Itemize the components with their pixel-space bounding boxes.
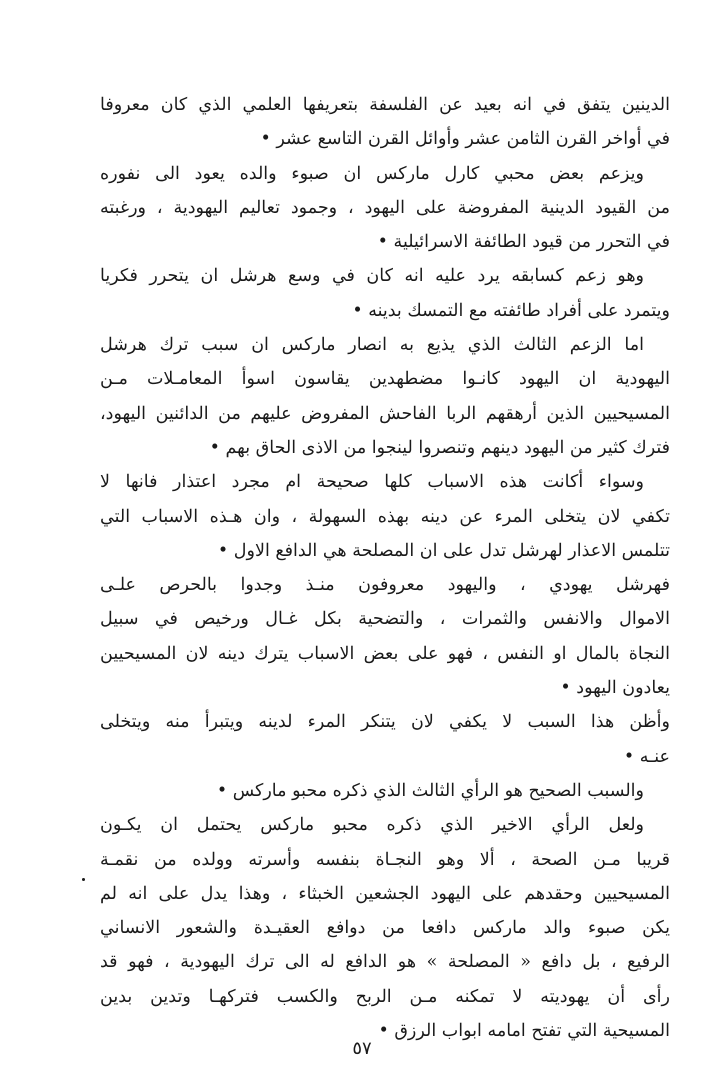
text-line: في أواخر القرن الثامن عشر وأوائل القرن التاسع عشر • xyxy=(260,129,670,150)
text-line: تتلمس الاعذار لهرشل تدل على ان المصلحة هي الدافع الاول • xyxy=(217,540,670,561)
text-line: تكفي لان يتخلى المرء عن دينه بهذه السهولة ، وان هـذه الاسباب التي xyxy=(100,506,670,527)
text-line: عنـه • xyxy=(623,746,670,767)
text-line: رأى أن يهوديته لا تمكنه مـن الربح والكسب فتركهـا وتدين بدين xyxy=(100,986,670,1007)
text-line: الاموال والانفس والثمرات ، والتضحية بكل غـال ورخيص في سبيل xyxy=(100,609,670,630)
text-line: في التحرر من قيود الطائفة الاسرائيلية • xyxy=(377,232,670,253)
page-number: ٥٧ xyxy=(352,1038,372,1059)
body-text xyxy=(100,88,670,1048)
text-line: اما الزعم الثالث الذي يذيع به انصار ماركس ان سبب ترك هرشل xyxy=(100,335,644,356)
text-line: فترك كثير من اليهود دينهم وتنصروا لينجوا من الاذى الحاق بهم • xyxy=(209,437,670,458)
text-line: المسيحيين وحقدهم على اليهود الجشعين الخبثاء ، وهذا يدل على انه لم xyxy=(100,883,670,904)
text-line: فهرشل يهودي ، واليهود معروفون منـذ وجدوا بالحرص علـى xyxy=(100,575,670,596)
text-line: وأظن هذا السبب لا يكفي لان يتنكر المرء لدينه ويتبرأ منه ويتخلى xyxy=(100,712,670,733)
text-line: وسواء أكانت هذه الاسباب كلها صحيحة ام مجرد اعتذار فانها لا xyxy=(100,472,644,493)
text-line: النجاة بالمال او النفس ، فهو على بعض الاسباب يترك دينه لان المسيحيين xyxy=(100,643,670,664)
text-line: ويتمرد على أفراد طائفته مع التمسك بدينه • xyxy=(352,300,670,321)
text-line: قريبا مـن الصحة ، ألا وهو النجـاة بنفسه وأسرته وولده من نقمـة xyxy=(100,849,670,870)
text-line: المسيحيين الذين أرهقهم الربا الفاحش المفروض عليهم من الدائنين اليهود، xyxy=(100,403,670,424)
text-line: ويزعم بعض محبي كارل ماركس ان صبوء والده يعود الى نفوره xyxy=(100,163,644,184)
ink-dot xyxy=(82,878,85,881)
text-line: ولعل الرأي الاخير الذي ذكره محبو ماركس يحتمل ان يكـون xyxy=(100,815,644,836)
text-line: الرفيع ، بل دافع « المصلحة » هو الدافع له الى ترك اليهودية ، فهو قد xyxy=(100,952,670,973)
text-line: المسيحية التي تفتح امامه ابواب الرزق • xyxy=(378,1021,670,1042)
text-line: يكن صبوء والد ماركس دافعا من دوافع العقيـدة والشعور الانساني xyxy=(100,918,670,939)
text-line: من القيود الدينية المفروضة على اليهود ، وجمود تعاليم اليهودية ، ورغبته xyxy=(100,197,670,218)
text-line: يعادون اليهود • xyxy=(560,678,670,699)
text-line: وهو زعم كسابقه يرد عليه انه كان في وسع هرشل ان يتحرر فكريا xyxy=(100,266,644,287)
text-line: اليهودية ان اليهود كانـوا مضطهدين يقاسون اسوأ المعامـلات مـن xyxy=(100,369,670,390)
text-line: والسبب الصحيح هو الرأي الثالث الذي ذكره محبو ماركس • xyxy=(216,780,644,801)
text-line: الدينين يتفق في انه بعيد عن الفلسفة بتعريفها العلمي الذي كان معروفا xyxy=(100,95,670,115)
